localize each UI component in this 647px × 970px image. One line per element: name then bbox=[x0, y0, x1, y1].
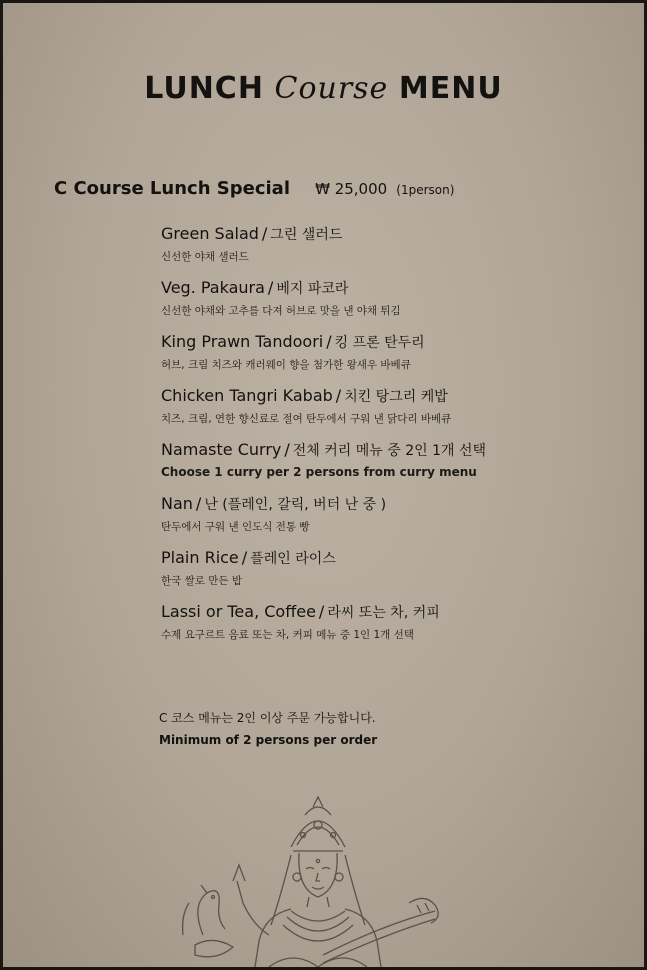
course-name: C Course Lunch Special bbox=[54, 178, 290, 199]
menu-item-king-prawn-tandoori bbox=[161, 331, 631, 385]
item-separator: / bbox=[267, 278, 274, 297]
item-description: 한국 쌀로 만든 밥 bbox=[161, 575, 243, 587]
item-separator: / bbox=[318, 602, 325, 621]
menu-item-namaste-curry bbox=[161, 439, 631, 493]
menu-item-lassi-tea-coffee bbox=[161, 601, 631, 655]
order-note-en: Minimum of 2 persons per order bbox=[159, 733, 378, 747]
item-name-en: Green Salad bbox=[161, 224, 259, 243]
menu-item-chicken-tangri-kabab bbox=[161, 385, 631, 439]
order-note-ko: C 코스 메뉴는 2인 이상 주문 가능합니다. bbox=[159, 711, 376, 725]
item-description: 신선한 야채와 고추를 다져 허브로 맛을 낸 야채 튀김 bbox=[161, 305, 401, 317]
item-separator: / bbox=[195, 494, 202, 513]
title-course: Course bbox=[274, 71, 389, 106]
item-description: 치즈, 크림, 연한 향신료로 절여 탄두에서 구워 낸 닭다리 바베큐 bbox=[161, 413, 452, 425]
item-name-en: Plain Rice bbox=[161, 548, 239, 567]
item-description: 신선한 야채 샐러드 bbox=[161, 251, 249, 263]
item-title bbox=[161, 223, 631, 246]
course-items bbox=[161, 223, 631, 655]
item-name-ko: 베지 파코라 bbox=[276, 281, 349, 297]
item-name-en: Lassi or Tea, Coffee bbox=[161, 602, 316, 621]
menu-title bbox=[3, 71, 644, 106]
item-description: Choose 1 curry per 2 persons from curry menu bbox=[161, 465, 477, 479]
title-menu: MENU bbox=[398, 71, 503, 106]
item-title bbox=[161, 331, 631, 354]
course-header bbox=[54, 178, 454, 199]
item-name-ko: 플레인 라이스 bbox=[250, 551, 336, 567]
item-name-ko: 전체 커리 메뉴 중 2인 1개 선택 bbox=[292, 443, 487, 459]
item-separator: / bbox=[261, 224, 268, 243]
item-title bbox=[161, 601, 631, 624]
item-description: 허브, 크림 치즈와 캐러웨이 향을 첨가한 왕새우 바베큐 bbox=[161, 359, 411, 371]
item-title bbox=[161, 385, 631, 408]
item-name-ko: 킹 프론 탄두리 bbox=[334, 335, 425, 351]
item-name-ko: 난 (플레인, 갈릭, 버터 난 중 ) bbox=[204, 497, 387, 513]
item-name-ko: 치킨 탕그리 케밥 bbox=[344, 389, 448, 405]
item-name-en: Veg. Pakaura bbox=[161, 278, 265, 297]
item-separator: / bbox=[326, 332, 332, 351]
order-note bbox=[159, 709, 377, 747]
item-separator: / bbox=[241, 548, 248, 567]
item-name-ko: 라씨 또는 차, 커피 bbox=[327, 605, 440, 621]
item-description: 수제 요구르트 음료 또는 차, 커피 메뉴 중 1인 1개 선택 bbox=[161, 629, 414, 641]
course-price-note: (1person) bbox=[396, 183, 455, 197]
menu-item-green-salad bbox=[161, 223, 631, 277]
item-name-en: Namaste Curry bbox=[161, 440, 282, 459]
title-lunch: LUNCH bbox=[144, 71, 264, 106]
item-name-en: King Prawn Tandoori bbox=[161, 332, 324, 351]
item-separator: / bbox=[335, 386, 342, 405]
item-description: 탄두에서 구워 낸 인도식 전통 빵 bbox=[161, 521, 310, 533]
menu-page bbox=[3, 3, 644, 967]
course-price: ₩ 25,000 bbox=[315, 180, 388, 198]
item-separator: / bbox=[284, 440, 290, 459]
item-title bbox=[161, 493, 631, 516]
item-title bbox=[161, 547, 631, 570]
menu-item-nan bbox=[161, 493, 631, 547]
menu-item-plain-rice bbox=[161, 547, 631, 601]
item-title bbox=[161, 277, 631, 300]
item-name-en: Nan bbox=[161, 494, 193, 513]
item-name-en: Chicken Tangri Kabab bbox=[161, 386, 333, 405]
goddess-illustration-icon bbox=[173, 785, 463, 967]
item-name-ko: 그린 샐러드 bbox=[270, 227, 343, 243]
menu-item-veg-pakaura bbox=[161, 277, 631, 331]
item-title bbox=[161, 439, 631, 462]
